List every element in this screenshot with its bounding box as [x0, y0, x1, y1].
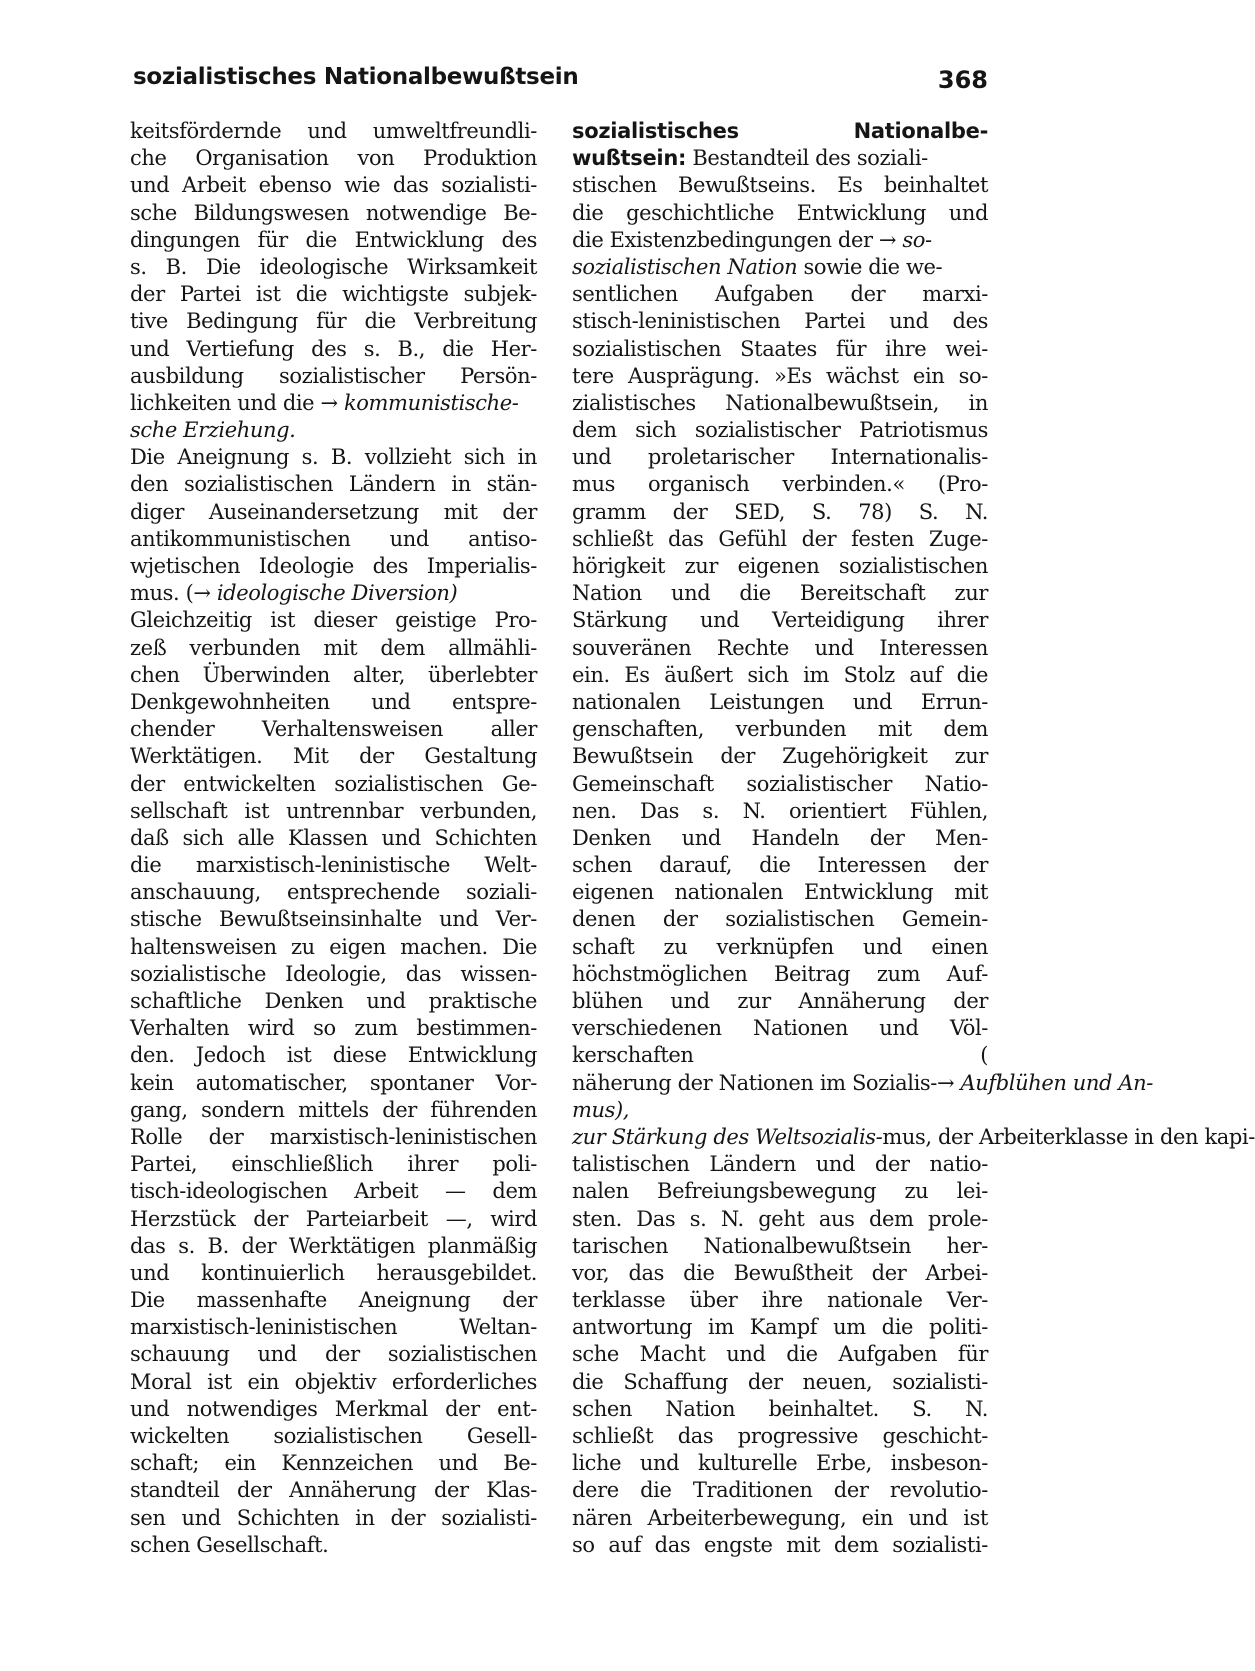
- text-line: schauung und der sozialistischen: [130, 1342, 537, 1367]
- text-line: und kontinuierlich herausgebildet.: [130, 1260, 537, 1285]
- text-line: tere Ausprägung. »Es wächst ein so-: [572, 363, 988, 388]
- text-line: Denken und Handeln der Men-: [572, 825, 988, 850]
- text-segment: lichkeiten und die: [130, 390, 315, 415]
- page-number: 368: [937, 66, 988, 94]
- text-line: talistischen Ländern und der natio-: [572, 1152, 988, 1177]
- text-line: Moral ist ein objektiv erforderliches: [130, 1369, 537, 1394]
- text-line: dingungen für die Entwicklung des: [130, 227, 537, 252]
- text-line: Herzstück der Parteiarbeit —, wird: [130, 1206, 537, 1231]
- text-line: Werktätigen. Mit der Gestaltung: [130, 744, 537, 769]
- page-header: [133, 64, 988, 98]
- text-line: daß sich alle Klassen und Schichten: [130, 825, 537, 850]
- text-line: tisch-ideologischen Arbeit — dem: [130, 1179, 537, 1204]
- text-line: [572, 145, 988, 172]
- text-line: [572, 1559, 988, 1586]
- text-segment: sowie die we-: [797, 254, 943, 279]
- text-line: die marxistisch-leninistische Welt-: [130, 853, 537, 878]
- cross-reference[interactable]: → Aufblühen und An-: [936, 1070, 1153, 1095]
- text-line: stischen Bewußtseins. Es beinhaltet: [572, 173, 988, 198]
- text-line: Stärkung und Verteidigung ihrer: [572, 608, 988, 633]
- cross-reference[interactable]: → so-: [878, 227, 932, 252]
- text-line: kein automatischer, spontaner Vor-: [130, 1070, 537, 1095]
- text-line: schen darauf, die Interessen der: [572, 853, 988, 878]
- text-line: gang, sondern mittels der führenden: [130, 1097, 537, 1122]
- text-line: tive Bedingung für die Verbreitung: [130, 309, 537, 334]
- text-line: zeß verbunden mit dem allmähli-: [130, 635, 537, 660]
- text-line: wickelten sozialistischen Gesell-: [130, 1424, 537, 1448]
- text-line: sten. Das s. N. geht aus dem prole-: [572, 1206, 988, 1231]
- text-line: antikommunistischen und antiso-: [130, 526, 537, 551]
- text-line: und notwendiges Merkmal der ent-: [130, 1396, 537, 1421]
- text-line: denen der sozialistischen Gemein-: [572, 907, 988, 932]
- cross-reference[interactable]: zur Stärkung des Weltsozialis-: [572, 1124, 883, 1149]
- text-line: der Partei ist die wichtigste subjek-: [130, 282, 537, 307]
- text-line: mus organisch verbinden.« (Pro-: [572, 472, 988, 497]
- text-line: eigenen nationalen Entwicklung mit: [572, 880, 988, 905]
- text-line: das s. B. der Werktätigen planmäßig: [130, 1233, 537, 1258]
- text-line: den. Jedoch ist diese Entwicklung: [130, 1043, 537, 1068]
- text-line: nen. Das s. N. orientiert Fühlen,: [572, 798, 988, 823]
- text-line: verschiedenen Nationen und Völ-: [572, 1016, 988, 1041]
- text-line: s. B. Die ideologische Wirksamkeit: [130, 254, 537, 279]
- text-line: [572, 227, 988, 254]
- text-segment: mus, der Arbeiterklasse in den kapi-: [882, 1124, 1255, 1149]
- text-line: Bewußtsein der Zugehörigkeit zur: [572, 744, 988, 769]
- text-line: die geschichtliche Entwicklung und: [572, 200, 988, 225]
- text-line: [572, 1097, 988, 1124]
- text-line: Verhalten wird so zum bestimmen-: [130, 1016, 537, 1041]
- text-line: [572, 1070, 1153, 1097]
- headword: sozialistisches Nationalbe-: [572, 119, 988, 143]
- text-line: dere die Traditionen der revolutio-: [572, 1478, 988, 1503]
- text-line: kerschaften (: [572, 1043, 988, 1068]
- entry-headword: [572, 118, 988, 145]
- text-line: sche Bildungswesen notwendige Be-: [130, 200, 537, 225]
- text-line: Die Aneignung s. B. vollzieht sich in: [130, 445, 537, 470]
- text-line: sen und Schichten in der sozialisti-: [130, 1505, 537, 1530]
- left-column: [130, 118, 537, 1559]
- text-line: ausbildung sozialistischer Persön-: [130, 363, 537, 388]
- text-line: terklasse über ihre nationale Ver-: [572, 1288, 988, 1313]
- text-line: souveränen Rechte und Interessen: [572, 635, 988, 660]
- text-line: [130, 580, 537, 607]
- text-line: nalen Befreiungsbewegung zu lei-: [572, 1179, 988, 1204]
- text-line: sozialistische Ideologie, das wissen-: [130, 961, 537, 986]
- text-line: höchstmöglichen Beitrag zum Auf-: [572, 961, 988, 986]
- running-head-title: sozialistisches Nationalbewußtsein: [133, 64, 579, 90]
- text-line: Rolle der marxistisch-leninistischen: [130, 1124, 537, 1149]
- right-column: [572, 118, 1255, 1586]
- text-line: sellschaft ist untrennbar verbunden,: [130, 798, 537, 823]
- text-segment: näherung der Nationen im Sozialis-: [572, 1070, 937, 1095]
- text-segment: die Existenzbedingungen der: [572, 227, 873, 252]
- cross-reference[interactable]: → ideologische Diversion): [193, 581, 458, 606]
- headword: wußtsein:: [572, 146, 687, 171]
- cross-reference[interactable]: sche Erziehung.: [130, 418, 296, 443]
- text-line: Partei, einschließlich ihrer poli-: [130, 1152, 537, 1177]
- text-line: diger Auseinandersetzung mit der: [130, 499, 537, 524]
- text-line: antwortung im Kampf um die politi-: [572, 1315, 988, 1340]
- text-line: standteil der Annäherung der Klas-: [130, 1478, 537, 1503]
- text-line: nären Arbeiterbewegung, ein und ist: [572, 1505, 988, 1530]
- text-line: vor, das die Bewußtheit der Arbei-: [572, 1260, 988, 1285]
- text-segment: mus. (: [130, 581, 194, 606]
- text-line: schließt das Gefühl der festen Zuge-: [572, 526, 988, 551]
- text-line: [572, 1124, 1255, 1151]
- text-line: haltensweisen zu eigen machen. Die: [130, 934, 537, 959]
- text-line: wjetischen Ideologie des Imperialis-: [130, 554, 537, 578]
- text-line: Gleichzeitig ist dieser geistige Pro-: [130, 608, 537, 633]
- cross-reference[interactable]: sozialistischen Nation: [572, 254, 798, 279]
- text-line: Die massenhafte Aneignung der: [130, 1288, 537, 1313]
- text-line: sentlichen Aufgaben der marxi-: [572, 282, 988, 307]
- text-line: die Schaffung der neuen, sozialisti-: [572, 1369, 988, 1394]
- text-line: stisch-leninistischen Partei und des: [572, 309, 988, 334]
- text-line: [130, 417, 537, 444]
- text-line: den sozialistischen Ländern in stän-: [130, 472, 537, 497]
- text-line: Denkgewohnheiten und entspre-: [130, 689, 537, 714]
- text-line: nationalen Leistungen und Errun-: [572, 689, 988, 714]
- text-line: gramm der SED, S. 78) S. N.: [572, 499, 988, 524]
- text-line: tarischen Nationalbewußtsein her-: [572, 1233, 988, 1258]
- text-line: sche Macht und die Aufgaben für: [572, 1342, 988, 1367]
- text-line: liche und kulturelle Erbe, insbeson-: [572, 1451, 988, 1476]
- text-line: der entwickelten sozialistischen Ge-: [130, 771, 537, 796]
- text-line: chen Überwinden alter, überlebter: [130, 662, 537, 687]
- text-line: Nation und die Bereitschaft zur: [572, 581, 988, 606]
- text-line: schaftliche Denken und praktische: [130, 989, 537, 1013]
- text-line: anschauung, entsprechende soziali-: [130, 880, 537, 905]
- text-line: und Vertiefung des s. B., die Her-: [130, 336, 537, 361]
- text-line: stische Bewußtseinsinhalte und Ver-: [130, 907, 537, 932]
- text-line: dem sich sozialistischer Patriotismus: [572, 418, 988, 443]
- text-line: und Arbeit ebenso wie das sozialisti-: [130, 173, 537, 198]
- text-line: schließt das progressive geschicht-: [572, 1424, 988, 1448]
- text-line: schen Nation beinhaltet. S. N.: [572, 1396, 988, 1421]
- text-line: schaft; ein Kennzeichen und Be-: [130, 1451, 537, 1476]
- text-line: ein. Es äußert sich im Stolz auf die: [572, 662, 988, 687]
- text-line: genschaften, verbunden mit dem: [572, 717, 988, 742]
- text-line: sozialistischen Staates für ihre wei-: [572, 336, 988, 361]
- text-line: schaft zu verknüpfen und einen: [572, 934, 988, 959]
- text-line: schen Gesellschaft.: [130, 1532, 329, 1557]
- text-line: [130, 390, 537, 417]
- text-line: so auf das engste mit dem sozialisti-: [572, 1532, 988, 1557]
- text-line: marxistisch-leninistischen Weltan-: [130, 1315, 537, 1340]
- text-segment: Bestandteil des soziali-: [686, 146, 928, 171]
- text-line: keitsfördernde und umweltfreundli-: [130, 119, 537, 143]
- text-line: chender Verhaltensweisen aller: [130, 717, 537, 742]
- text-line: hörigkeit zur eigenen sozialistischen: [572, 554, 988, 578]
- text-line: blühen und zur Annäherung der: [572, 989, 988, 1013]
- text-line: und proletarischer Internationalis-: [572, 445, 988, 470]
- text-line: Gemeinschaft sozialistischer Natio-: [572, 771, 988, 796]
- text-line: [572, 254, 988, 281]
- cross-reference[interactable]: mus),: [572, 1097, 630, 1122]
- text-line: che Organisation von Produktion: [130, 146, 537, 171]
- cross-reference[interactable]: → kommunistische-: [320, 390, 519, 415]
- text-line: zialistisches Nationalbewußtsein, in: [572, 390, 988, 415]
